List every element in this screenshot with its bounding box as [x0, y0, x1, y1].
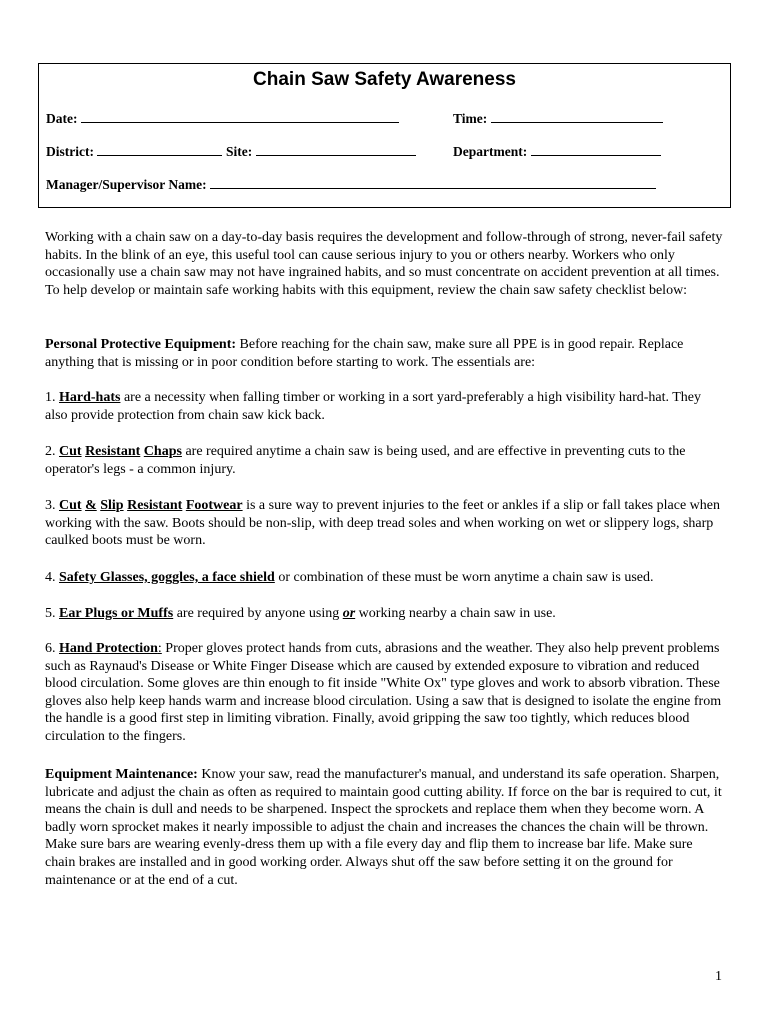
page-title: Chain Saw Safety Awareness: [253, 69, 516, 90]
manager-field[interactable]: [46, 176, 656, 193]
department-field[interactable]: [453, 143, 661, 160]
site-blank[interactable]: [256, 143, 416, 156]
item-text: or combination of these must be worn anytime a chain saw is used.: [274, 570, 654, 585]
time-field[interactable]: [453, 110, 663, 127]
site-field[interactable]: [226, 143, 416, 160]
item-text: are required anytime a chain saw is being used, and are effective in preventing cuts to the operator's legs - a common injury.: [45, 444, 686, 477]
item-number: 1.: [45, 390, 59, 405]
intro-text: Working with a chain saw on a day-to-day basis requires the development and follow-through of strong, never-fail safety habits. In the blink of an eye, this useful tool can cause serious injury to you or others nearby. Workers who only occasionally use a chain saw may not have ingrained habits, and so must concentrate on accident prevention at all times. To help develop or maintain safe working habits with this equipment, review the chain saw safety checklist below:: [45, 230, 723, 298]
ppe-paragraph: [45, 336, 725, 371]
time-blank[interactable]: [491, 110, 663, 123]
district-field[interactable]: [46, 143, 222, 160]
item-text: are a necessity when falling timber or working in a sort yard-preferably a high visibility hard-hat. They also provide protection from chain saw kick back.: [45, 390, 702, 423]
page-number: 1: [715, 969, 722, 984]
district-label: District:: [46, 144, 94, 159]
item-text: is a sure way to prevent injuries to the feet or ankles if a slip or fall takes place when working with the saw. Boots should be non-slip, with deep tread soles and when working on wet or slippery logs, sharp caulked boots must be worn.: [45, 498, 720, 549]
intro-paragraph: [45, 229, 725, 299]
manager-label: Manager/Supervisor Name:: [46, 177, 207, 192]
item-emphasis: or: [342, 606, 356, 621]
maintenance-paragraph: [45, 766, 725, 889]
item-number: 2.: [45, 444, 59, 459]
item-keyword: Slip: [100, 498, 124, 513]
item-keyword: Resistant: [127, 498, 183, 513]
maintenance-text: Know your saw, read the manufacturer's manual, and understand its safe operation. Sharpen, lubricate and adjust the chain as often as required to maintain good cutting ability. If force on the bar is required to cut, it means the chain is dull and needs to be sharpened. Inspect the sprockets and replace them when they become worn. A badly worn sprocket makes it nearly impossible to adjust the chain and increases the chances the chain will be thrown. Make sure bars are wearing evenly-dress them up with a file every day and flip them to increase bar life. Make sure chain brakes are installed and in good working order. Always shut off the saw before setting it on the ground for maintenance or at the end of a cut.: [45, 767, 722, 888]
item-colon: :: [157, 641, 162, 656]
item-keyword: &: [85, 498, 97, 513]
item-hard-hats: [45, 389, 725, 424]
maintenance-heading: Equipment Maintenance:: [45, 767, 198, 782]
date-label: Date:: [46, 111, 78, 126]
manager-blank[interactable]: [210, 176, 656, 189]
item-text: Proper gloves protect hands from cuts, abrasions and the weather. They also help prevent problems such as Raynaud's Disease or White Finger Disease which are caused by extended exposure to vibration and reduced blood circulation. Some gloves are thin enough to fit inside "White Ox" type gloves and work to absorb vibration. These gloves also help keep hands warm and increase blood circulation. Using a saw that is designed to isolate the engine from the handle is a good first step in limiting vibration. Finally, avoid gripping the saw too tightly, which reduces blood circulation to the fingers.: [45, 641, 722, 744]
item-chaps: [45, 443, 725, 478]
item-number: 4.: [45, 570, 59, 585]
item-number: 5.: [45, 606, 59, 621]
item-text: working nearby a chain saw in use.: [355, 606, 556, 621]
ppe-heading: Personal Protective Equipment:: [45, 337, 237, 352]
item-keyword: Cut: [59, 444, 82, 459]
date-blank[interactable]: [81, 110, 399, 123]
item-keyword: Chaps: [143, 444, 182, 459]
item-keyword: Hard-hats: [59, 390, 121, 405]
department-blank[interactable]: [531, 143, 661, 156]
header-form-box: [38, 63, 731, 208]
item-keyword: Resistant: [85, 444, 141, 459]
item-keyword: Safety Glasses, goggles, a face shield: [59, 570, 275, 585]
department-label: Department:: [453, 144, 528, 159]
item-footwear: [45, 497, 725, 550]
time-label: Time:: [453, 111, 488, 126]
item-number: 3.: [45, 498, 59, 513]
item-number: 6.: [45, 641, 59, 656]
date-field[interactable]: [46, 110, 399, 127]
ppe-text: Before reaching for the chain saw, make sure all PPE is in good repair. Replace anything that is missing or in poor condition before starting to work. The essentials are:: [45, 337, 684, 370]
item-ear-protection: [45, 605, 725, 623]
item-keyword: Ear Plugs or Muffs: [59, 606, 174, 621]
item-keyword: Cut: [59, 498, 82, 513]
item-eye-protection: [45, 569, 725, 587]
item-text: are required by anyone using: [173, 606, 343, 621]
site-label: Site:: [226, 144, 253, 159]
district-blank[interactable]: [97, 143, 222, 156]
item-keyword: Footwear: [185, 498, 243, 513]
item-hand-protection: [45, 640, 725, 746]
item-keyword: Hand Protection: [59, 641, 158, 656]
